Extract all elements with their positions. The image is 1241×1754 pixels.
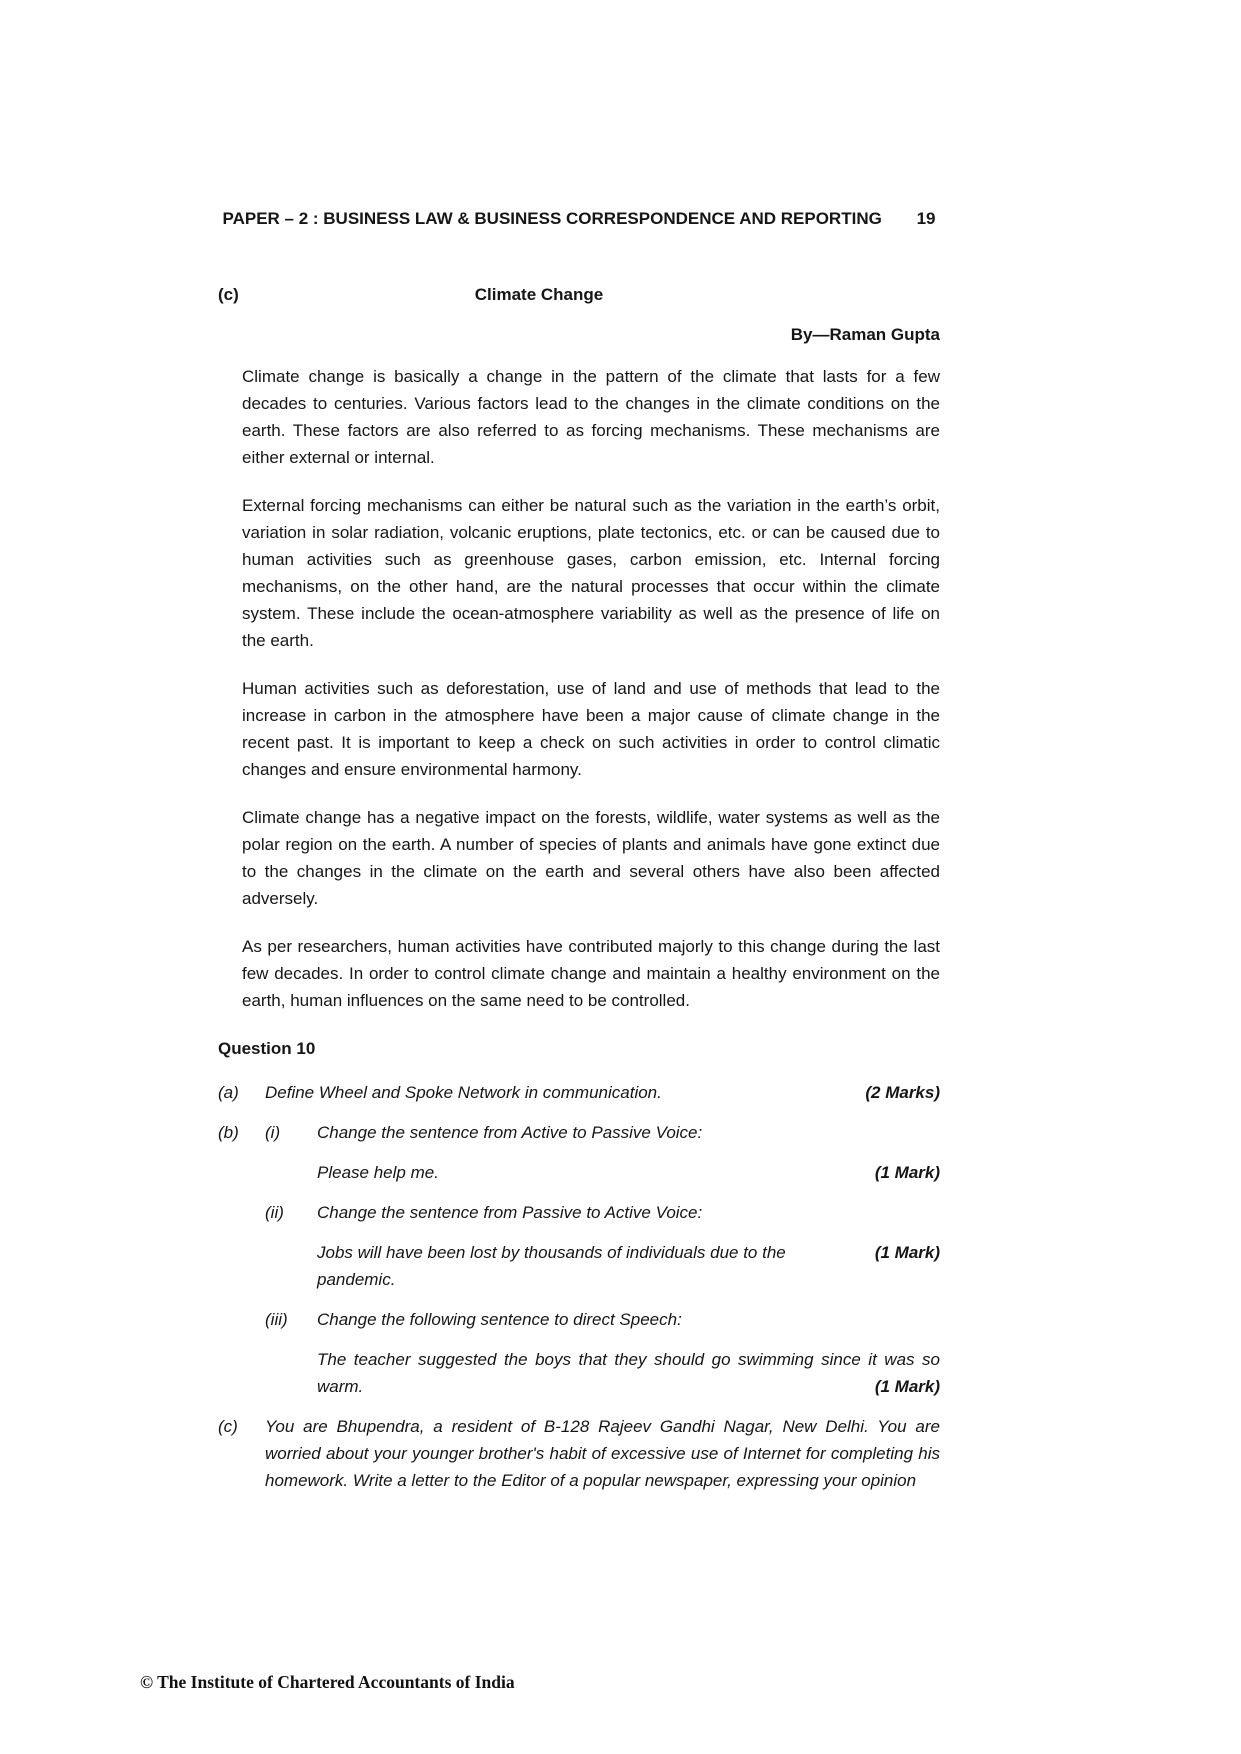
question-item-a xyxy=(218,1079,940,1106)
article-paragraph-5: As per researchers, human activities have contributed majorly to this change during the last few decades. In order to control climate change and maintain a healthy environment on the earth, human influences on the same need to be controlled. xyxy=(242,937,940,1010)
item-sub-iii: (iii) xyxy=(265,1310,288,1329)
article-title-row xyxy=(218,281,940,308)
section-label: (c) xyxy=(218,285,239,304)
question-item-b-iii-prompt xyxy=(218,1306,940,1333)
item-b-i-marks: (1 Mark) xyxy=(874,1163,940,1182)
item-sub-ii: (ii) xyxy=(265,1203,284,1222)
item-label-c: (c) xyxy=(218,1417,238,1436)
item-b-ii-sentence-text: Jobs will have been lost by thousands of individuals due to the pandemic. xyxy=(317,1243,786,1289)
article-paragraph-2: External forcing mechanisms can either be natural such as the variation in the earth’s orbit, variation in solar radiation, volcanic eruptions, plate tectonics, etc. or can be caused due to human activities such as greenhouse gases, carbon emission, etc. Internal forcing mechanisms, on the other hand, are the natural processes that occur within the climate system. These include the ocean-atmosphere variability as well as the presence of life on the earth. xyxy=(242,496,940,650)
article-paragraph-3: Human activities such as deforestation, use of land and use of methods that lead to the increase in carbon in the atmosphere have been a major cause of climate change in the recent past. It is important to keep a check on such activities in order to control climatic changes and ensure environmental harmony. xyxy=(242,679,940,779)
item-a-marks: (2 Marks) xyxy=(865,1083,940,1102)
item-b-iii-marks: (1 Mark) xyxy=(874,1377,940,1396)
item-sub-i: (i) xyxy=(265,1123,281,1142)
article-byline: By—Raman Gupta xyxy=(790,325,940,344)
document-content xyxy=(218,205,940,1507)
item-b-iii-sentence-text: The teacher suggested the boys that they should go swimming since it was so warm. xyxy=(317,1350,940,1396)
item-b-i-prompt-text: Change the sentence from Active to Passive Voice: xyxy=(317,1123,703,1142)
article-paragraph-1: Climate change is basically a change in the pattern of the climate that lasts for a few decades to centuries. Various factors lead to the changes in the climate conditions on the earth. These factors are also referred to as forcing mechanisms. These mechanisms are either external or internal. xyxy=(242,367,940,467)
footer-copyright: © The Institute of Chartered Accountants of India xyxy=(140,1672,515,1692)
item-b-i-sentence-text: Please help me. xyxy=(317,1163,439,1182)
item-a-text: Define Wheel and Spoke Network in communication. xyxy=(265,1083,662,1102)
page-header xyxy=(218,205,940,232)
item-b-ii-prompt-text: Change the sentence from Passive to Active Voice: xyxy=(317,1203,703,1222)
article-paragraph-4: Climate change has a negative impact on the forests, wildlife, water systems as well as the polar region on the earth. A number of species of plants and animals have gone extinct due to the changes in the climate on the earth and several others have also been affected adversely. xyxy=(242,808,940,908)
item-label-b: (b) xyxy=(218,1123,239,1142)
article-title: Climate Change xyxy=(474,285,604,304)
question-item-b-i-sentence xyxy=(317,1159,940,1186)
item-c-text: You are Bhupendra, a resident of B-128 Rajeev Gandhi Nagar, New Delhi. You are worried about your younger brother's habit of excessive use of Internet for completing his homework. Write a letter to the Editor of a popular newspaper, expressing your opinion xyxy=(265,1417,940,1490)
item-label-b-spacer2 xyxy=(218,1306,265,1333)
header-title: PAPER – 2 : BUSINESS LAW & BUSINESS CORRESPONDENCE AND REPORTING xyxy=(222,209,882,228)
question-item-b-ii-sentence xyxy=(317,1239,940,1293)
question-item-b-ii-prompt xyxy=(218,1199,940,1226)
item-b-iii-prompt-text: Change the following sentence to direct Speech: xyxy=(317,1310,682,1329)
question-item-b-i-prompt xyxy=(218,1119,940,1146)
item-b-ii-marks: (1 Mark) xyxy=(874,1243,940,1262)
question-item-b-iii-sentence xyxy=(317,1346,940,1400)
item-label-b-spacer xyxy=(218,1199,265,1226)
page-number: 19 xyxy=(916,209,936,228)
question-item-c xyxy=(218,1413,940,1494)
item-label-a: (a) xyxy=(218,1083,239,1102)
question-heading: Question 10 xyxy=(218,1039,316,1058)
